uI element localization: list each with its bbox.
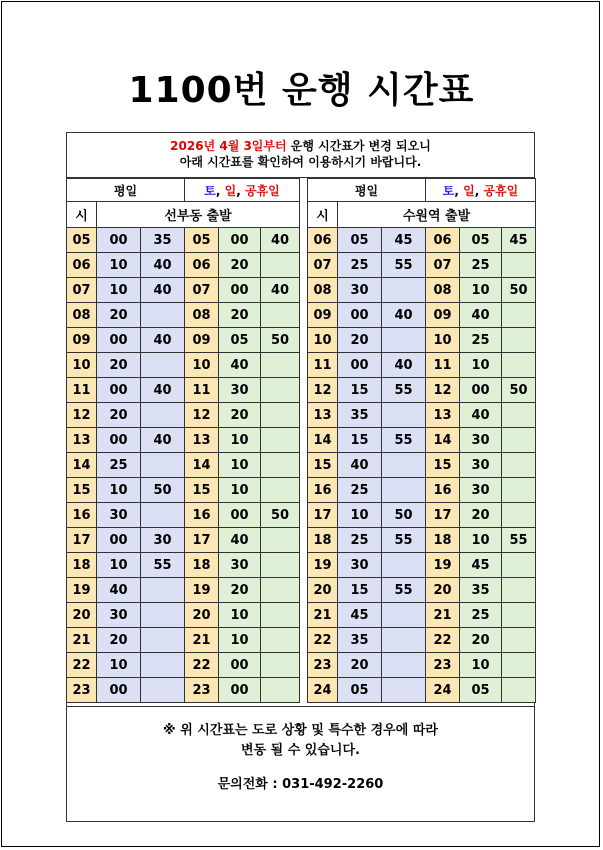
weekday-minute-cell: 55 — [382, 378, 426, 403]
weekend-minute-cell: 40 — [219, 353, 261, 378]
timetable-row — [67, 528, 300, 553]
weekday-minute-cell — [141, 603, 185, 628]
weekday-minute-cell: 30 — [97, 603, 141, 628]
weekday-minute-cell: 15 — [338, 428, 382, 453]
origin-header: 수원역 출발 — [338, 202, 536, 228]
weekend-hour-cell: 23 — [185, 678, 219, 703]
weekend-hour-cell: 17 — [426, 503, 460, 528]
timetable-row — [67, 578, 300, 603]
timetable-row — [308, 228, 536, 253]
weekday-hour-cell: 15 — [308, 453, 338, 478]
weekend-minute-cell — [261, 378, 300, 403]
weekday-minute-cell: 30 — [338, 278, 382, 303]
weekday-hour-cell: 24 — [308, 678, 338, 703]
weekend-minute-cell: 40 — [219, 528, 261, 553]
weekday-minute-cell: 00 — [97, 428, 141, 453]
weekday-minute-cell — [382, 453, 426, 478]
weekend-minute-cell: 20 — [460, 503, 502, 528]
weekday-minute-cell: 05 — [338, 678, 382, 703]
weekend-minute-cell: 25 — [460, 328, 502, 353]
weekend-minute-cell: 20 — [219, 303, 261, 328]
weekday-hour-cell: 08 — [67, 303, 97, 328]
weekday-minute-cell: 00 — [97, 528, 141, 553]
weekend-minute-cell — [261, 353, 300, 378]
timetable-row — [308, 678, 536, 703]
weekday-minute-cell: 00 — [97, 328, 141, 353]
weekday-minute-cell — [141, 578, 185, 603]
weekday-hour-cell: 15 — [67, 478, 97, 503]
weekend-minute-cell — [261, 253, 300, 278]
weekend-hour-cell: 06 — [426, 228, 460, 253]
timetable-row — [308, 503, 536, 528]
weekend-minute-cell — [261, 653, 300, 678]
weekend-hour-cell: 11 — [185, 378, 219, 403]
timetable-seonbu — [66, 178, 300, 703]
timetable-row — [67, 403, 300, 428]
weekend-hour-cell: 08 — [185, 303, 219, 328]
weekend-minute-cell: 20 — [219, 403, 261, 428]
weekday-minute-cell — [141, 353, 185, 378]
weekday-minute-cell: 25 — [338, 478, 382, 503]
weekday-minute-cell: 50 — [141, 478, 185, 503]
timetable-row — [67, 503, 300, 528]
weekday-minute-cell — [382, 678, 426, 703]
weekday-minute-cell: 15 — [338, 578, 382, 603]
weekday-minute-cell: 35 — [338, 628, 382, 653]
weekend-hour-cell: 07 — [426, 253, 460, 278]
weekend-minute-cell — [502, 428, 536, 453]
weekend-minute-cell — [502, 653, 536, 678]
weekend-minute-cell: 05 — [460, 228, 502, 253]
timetable-row — [308, 653, 536, 678]
weekday-minute-cell: 10 — [97, 478, 141, 503]
timetable-row — [308, 428, 536, 453]
timetable-row — [67, 603, 300, 628]
weekend-minute-cell: 55 — [502, 528, 536, 553]
weekday-header: 평일 — [67, 179, 185, 202]
weekend-hour-cell: 16 — [426, 478, 460, 503]
weekday-minute-cell — [382, 653, 426, 678]
weekday-hour-cell: 13 — [308, 403, 338, 428]
weekend-hour-cell: 23 — [426, 653, 460, 678]
timetable-row — [67, 678, 300, 703]
weekday-minute-cell: 55 — [382, 253, 426, 278]
weekday-minute-cell: 00 — [338, 353, 382, 378]
timetable-row — [308, 603, 536, 628]
weekday-hour-cell: 19 — [67, 578, 97, 603]
weekend-minute-cell: 30 — [219, 553, 261, 578]
weekday-hour-cell: 14 — [67, 453, 97, 478]
weekday-minute-cell: 00 — [97, 228, 141, 253]
timetable-row — [308, 403, 536, 428]
weekday-hour-cell: 11 — [67, 378, 97, 403]
weekend-hour-cell: 05 — [185, 228, 219, 253]
weekday-header: 평일 — [308, 179, 426, 202]
weekday-minute-cell — [141, 678, 185, 703]
weekend-minute-cell: 00 — [219, 228, 261, 253]
hour-header: 시 — [308, 202, 338, 228]
weekend-minute-cell — [502, 478, 536, 503]
weekday-hour-cell: 21 — [308, 603, 338, 628]
weekend-minute-cell: 05 — [219, 328, 261, 353]
notice-date: 2026년 4월 3일부터 — [170, 139, 287, 153]
timetable-row — [67, 253, 300, 278]
weekend-minute-cell: 20 — [219, 578, 261, 603]
weekday-minute-cell: 20 — [338, 328, 382, 353]
weekend-hour-cell: 12 — [185, 403, 219, 428]
weekday-hour-cell: 07 — [67, 278, 97, 303]
weekday-minute-cell: 30 — [97, 503, 141, 528]
weekend-hour-cell: 13 — [426, 403, 460, 428]
weekday-minute-cell: 40 — [382, 303, 426, 328]
weekend-minute-cell: 10 — [460, 653, 502, 678]
weekday-minute-cell: 25 — [338, 528, 382, 553]
weekday-minute-cell: 00 — [97, 678, 141, 703]
weekend-minute-cell: 30 — [460, 478, 502, 503]
weekday-hour-cell: 18 — [67, 553, 97, 578]
weekday-minute-cell: 45 — [382, 228, 426, 253]
timetable-row — [308, 553, 536, 578]
weekend-minute-cell: 30 — [219, 378, 261, 403]
weekend-hour-cell: 14 — [426, 428, 460, 453]
weekend-minute-cell: 10 — [219, 603, 261, 628]
timetable-row — [67, 478, 300, 503]
weekend-hour-cell: 18 — [185, 553, 219, 578]
weekend-minute-cell: 00 — [460, 378, 502, 403]
weekend-minute-cell: 50 — [261, 328, 300, 353]
weekend-minute-cell: 00 — [219, 503, 261, 528]
weekend-header: 토, 일, 공휴일 — [185, 179, 300, 202]
weekend-minute-cell: 10 — [219, 478, 261, 503]
weekday-hour-cell: 16 — [308, 478, 338, 503]
weekday-minute-cell: 35 — [141, 228, 185, 253]
footer-line1: ※ 위 시간표는 도로 상황 및 특수한 경우에 따라 — [163, 723, 438, 738]
weekday-minute-cell: 30 — [141, 528, 185, 553]
weekday-minute-cell — [382, 403, 426, 428]
weekend-minute-cell — [502, 353, 536, 378]
timetable-row — [308, 378, 536, 403]
weekday-hour-cell: 17 — [308, 503, 338, 528]
weekday-minute-cell — [382, 278, 426, 303]
weekday-minute-cell: 40 — [382, 353, 426, 378]
weekday-minute-cell — [382, 478, 426, 503]
weekend-hour-cell: 13 — [185, 428, 219, 453]
weekday-hour-cell: 11 — [308, 353, 338, 378]
weekend-minute-cell: 10 — [219, 428, 261, 453]
weekend-hour-cell: 07 — [185, 278, 219, 303]
weekday-minute-cell: 00 — [338, 303, 382, 328]
weekend-hour-cell: 14 — [185, 453, 219, 478]
weekday-minute-cell — [141, 628, 185, 653]
weekend-hour-cell: 22 — [426, 628, 460, 653]
weekday-minute-cell: 40 — [141, 378, 185, 403]
weekend-minute-cell: 35 — [460, 578, 502, 603]
weekend-minute-cell — [502, 603, 536, 628]
weekday-minute-cell — [382, 328, 426, 353]
timetable-row — [67, 353, 300, 378]
weekend-minute-cell: 50 — [502, 378, 536, 403]
weekend-hour-cell: 09 — [185, 328, 219, 353]
timetable-row — [308, 253, 536, 278]
weekend-minute-cell: 05 — [460, 678, 502, 703]
weekend-hour-cell: 18 — [426, 528, 460, 553]
weekday-minute-cell — [141, 503, 185, 528]
weekday-minute-cell: 15 — [338, 378, 382, 403]
weekday-minute-cell: 40 — [141, 253, 185, 278]
notice-line1: 운행 시간표가 변경 되오니 — [286, 139, 431, 153]
weekend-hour-cell: 17 — [185, 528, 219, 553]
weekday-minute-cell: 10 — [97, 278, 141, 303]
weekend-minute-cell — [502, 253, 536, 278]
weekend-hour-cell: 15 — [426, 453, 460, 478]
weekend-minute-cell: 40 — [261, 228, 300, 253]
change-notice — [66, 132, 535, 178]
weekday-hour-cell: 09 — [308, 303, 338, 328]
weekend-minute-cell: 40 — [460, 403, 502, 428]
timetable-row — [67, 303, 300, 328]
weekend-hour-cell: 21 — [185, 628, 219, 653]
timetable-row — [67, 653, 300, 678]
weekday-minute-cell: 20 — [97, 303, 141, 328]
weekend-hour-cell: 11 — [426, 353, 460, 378]
weekday-hour-cell: 08 — [308, 278, 338, 303]
weekday-minute-cell: 35 — [338, 403, 382, 428]
weekend-minute-cell — [502, 628, 536, 653]
weekday-minute-cell: 40 — [338, 453, 382, 478]
weekday-minute-cell: 55 — [141, 553, 185, 578]
weekend-minute-cell: 25 — [460, 253, 502, 278]
weekend-minute-cell: 00 — [219, 678, 261, 703]
weekend-minute-cell — [261, 403, 300, 428]
timetable-row — [308, 453, 536, 478]
weekend-minute-cell: 00 — [219, 278, 261, 303]
weekend-hour-cell: 24 — [426, 678, 460, 703]
weekday-minute-cell: 25 — [338, 253, 382, 278]
weekend-minute-cell — [502, 553, 536, 578]
weekday-minute-cell: 05 — [338, 228, 382, 253]
weekend-hour-cell: 06 — [185, 253, 219, 278]
weekday-minute-cell: 40 — [97, 578, 141, 603]
weekday-minute-cell — [141, 403, 185, 428]
weekend-hour-cell: 22 — [185, 653, 219, 678]
weekend-minute-cell: 40 — [261, 278, 300, 303]
weekday-hour-cell: 23 — [308, 653, 338, 678]
footer-line2: 변동 될 수 있습니다. — [241, 743, 360, 758]
timetable-row — [308, 628, 536, 653]
footer-notice — [66, 706, 535, 822]
weekend-minute-cell: 45 — [502, 228, 536, 253]
weekend-minute-cell: 50 — [261, 503, 300, 528]
timetable-row — [67, 378, 300, 403]
weekday-hour-cell: 22 — [308, 628, 338, 653]
weekday-minute-cell — [141, 303, 185, 328]
weekday-hour-cell: 19 — [308, 553, 338, 578]
weekend-hour-cell: 10 — [185, 353, 219, 378]
weekend-minute-cell — [261, 628, 300, 653]
weekend-hour-cell: 16 — [185, 503, 219, 528]
weekday-hour-cell: 13 — [67, 428, 97, 453]
weekday-minute-cell: 55 — [382, 578, 426, 603]
weekday-minute-cell — [382, 628, 426, 653]
timetable-row — [67, 628, 300, 653]
weekday-hour-cell: 18 — [308, 528, 338, 553]
weekend-minute-cell — [502, 503, 536, 528]
weekend-minute-cell: 25 — [460, 603, 502, 628]
weekend-hour-cell: 20 — [426, 578, 460, 603]
weekend-minute-cell — [261, 553, 300, 578]
weekend-minute-cell: 20 — [460, 628, 502, 653]
hour-header: 시 — [67, 202, 97, 228]
weekday-hour-cell: 17 — [67, 528, 97, 553]
weekday-minute-cell — [382, 553, 426, 578]
weekday-minute-cell: 55 — [382, 528, 426, 553]
weekday-minute-cell: 30 — [338, 553, 382, 578]
weekday-minute-cell: 20 — [97, 403, 141, 428]
timetable-row — [67, 328, 300, 353]
timetable-row — [67, 428, 300, 453]
weekend-minute-cell: 20 — [219, 253, 261, 278]
timetable-row — [308, 528, 536, 553]
weekend-hour-cell: 19 — [185, 578, 219, 603]
timetable-row — [308, 353, 536, 378]
weekend-hour-cell: 08 — [426, 278, 460, 303]
weekend-minute-cell: 10 — [460, 528, 502, 553]
weekend-minute-cell — [261, 603, 300, 628]
weekend-minute-cell: 10 — [219, 628, 261, 653]
weekday-hour-cell: 14 — [308, 428, 338, 453]
weekday-minute-cell — [141, 653, 185, 678]
weekend-minute-cell: 30 — [460, 453, 502, 478]
weekend-minute-cell — [261, 428, 300, 453]
weekend-minute-cell: 00 — [219, 653, 261, 678]
weekday-hour-cell: 22 — [67, 653, 97, 678]
weekend-minute-cell — [261, 528, 300, 553]
weekday-hour-cell: 12 — [308, 378, 338, 403]
weekend-minute-cell — [502, 303, 536, 328]
weekday-minute-cell: 10 — [97, 553, 141, 578]
weekend-hour-cell: 21 — [426, 603, 460, 628]
page-title: 1100번 운행 시간표 — [128, 70, 475, 111]
weekday-hour-cell: 20 — [67, 603, 97, 628]
weekday-hour-cell: 12 — [67, 403, 97, 428]
weekday-hour-cell: 07 — [308, 253, 338, 278]
weekday-hour-cell: 21 — [67, 628, 97, 653]
weekday-hour-cell: 10 — [308, 328, 338, 353]
timetable-row — [67, 453, 300, 478]
weekend-header: 토, 일, 공휴일 — [426, 179, 536, 202]
weekday-hour-cell: 09 — [67, 328, 97, 353]
weekday-minute-cell: 40 — [141, 428, 185, 453]
timetable-row — [308, 303, 536, 328]
weekend-minute-cell — [502, 453, 536, 478]
weekend-minute-cell — [502, 328, 536, 353]
weekday-minute-cell: 10 — [97, 653, 141, 678]
weekday-hour-cell: 23 — [67, 678, 97, 703]
timetable-suwon — [307, 178, 536, 703]
weekday-hour-cell: 06 — [308, 228, 338, 253]
weekday-minute-cell: 00 — [97, 378, 141, 403]
timetable-row — [308, 328, 536, 353]
weekend-minute-cell — [502, 678, 536, 703]
weekend-minute-cell: 10 — [219, 453, 261, 478]
weekend-hour-cell: 12 — [426, 378, 460, 403]
timetable-row — [308, 578, 536, 603]
weekend-hour-cell: 15 — [185, 478, 219, 503]
weekend-minute-cell: 50 — [502, 278, 536, 303]
weekday-hour-cell: 16 — [67, 503, 97, 528]
weekend-minute-cell: 10 — [460, 353, 502, 378]
weekend-minute-cell — [261, 303, 300, 328]
weekend-minute-cell — [261, 578, 300, 603]
weekday-minute-cell: 10 — [338, 503, 382, 528]
timetable-row — [67, 553, 300, 578]
weekend-hour-cell: 20 — [185, 603, 219, 628]
weekend-hour-cell: 19 — [426, 553, 460, 578]
weekday-minute-cell — [141, 453, 185, 478]
weekday-minute-cell: 45 — [338, 603, 382, 628]
weekend-minute-cell — [261, 678, 300, 703]
timetable-row — [308, 278, 536, 303]
weekday-minute-cell — [382, 603, 426, 628]
weekday-hour-cell: 20 — [308, 578, 338, 603]
origin-header: 선부동 출발 — [97, 202, 300, 228]
weekday-hour-cell: 05 — [67, 228, 97, 253]
weekend-minute-cell: 45 — [460, 553, 502, 578]
timetable-row — [67, 228, 300, 253]
weekend-minute-cell: 30 — [460, 428, 502, 453]
weekday-hour-cell: 06 — [67, 253, 97, 278]
weekday-minute-cell: 50 — [382, 503, 426, 528]
timetable-row — [308, 478, 536, 503]
weekend-minute-cell — [261, 453, 300, 478]
timetable-row — [67, 278, 300, 303]
weekday-minute-cell: 55 — [382, 428, 426, 453]
weekday-minute-cell: 40 — [141, 278, 185, 303]
weekend-minute-cell — [502, 403, 536, 428]
weekend-hour-cell: 10 — [426, 328, 460, 353]
weekend-minute-cell: 10 — [460, 278, 502, 303]
weekend-minute-cell: 40 — [460, 303, 502, 328]
weekday-minute-cell: 10 — [97, 253, 141, 278]
notice-line2: 아래 시간표를 확인하여 이용하시기 바랍니다. — [179, 155, 422, 169]
weekend-minute-cell — [261, 478, 300, 503]
weekday-minute-cell: 20 — [97, 628, 141, 653]
weekday-hour-cell: 10 — [67, 353, 97, 378]
weekday-minute-cell: 20 — [97, 353, 141, 378]
weekday-minute-cell: 20 — [338, 653, 382, 678]
weekend-minute-cell — [502, 578, 536, 603]
contact-phone: 문의전화 : 031-492-2260 — [217, 777, 384, 792]
weekend-hour-cell: 09 — [426, 303, 460, 328]
weekday-minute-cell: 25 — [97, 453, 141, 478]
weekday-minute-cell: 40 — [141, 328, 185, 353]
